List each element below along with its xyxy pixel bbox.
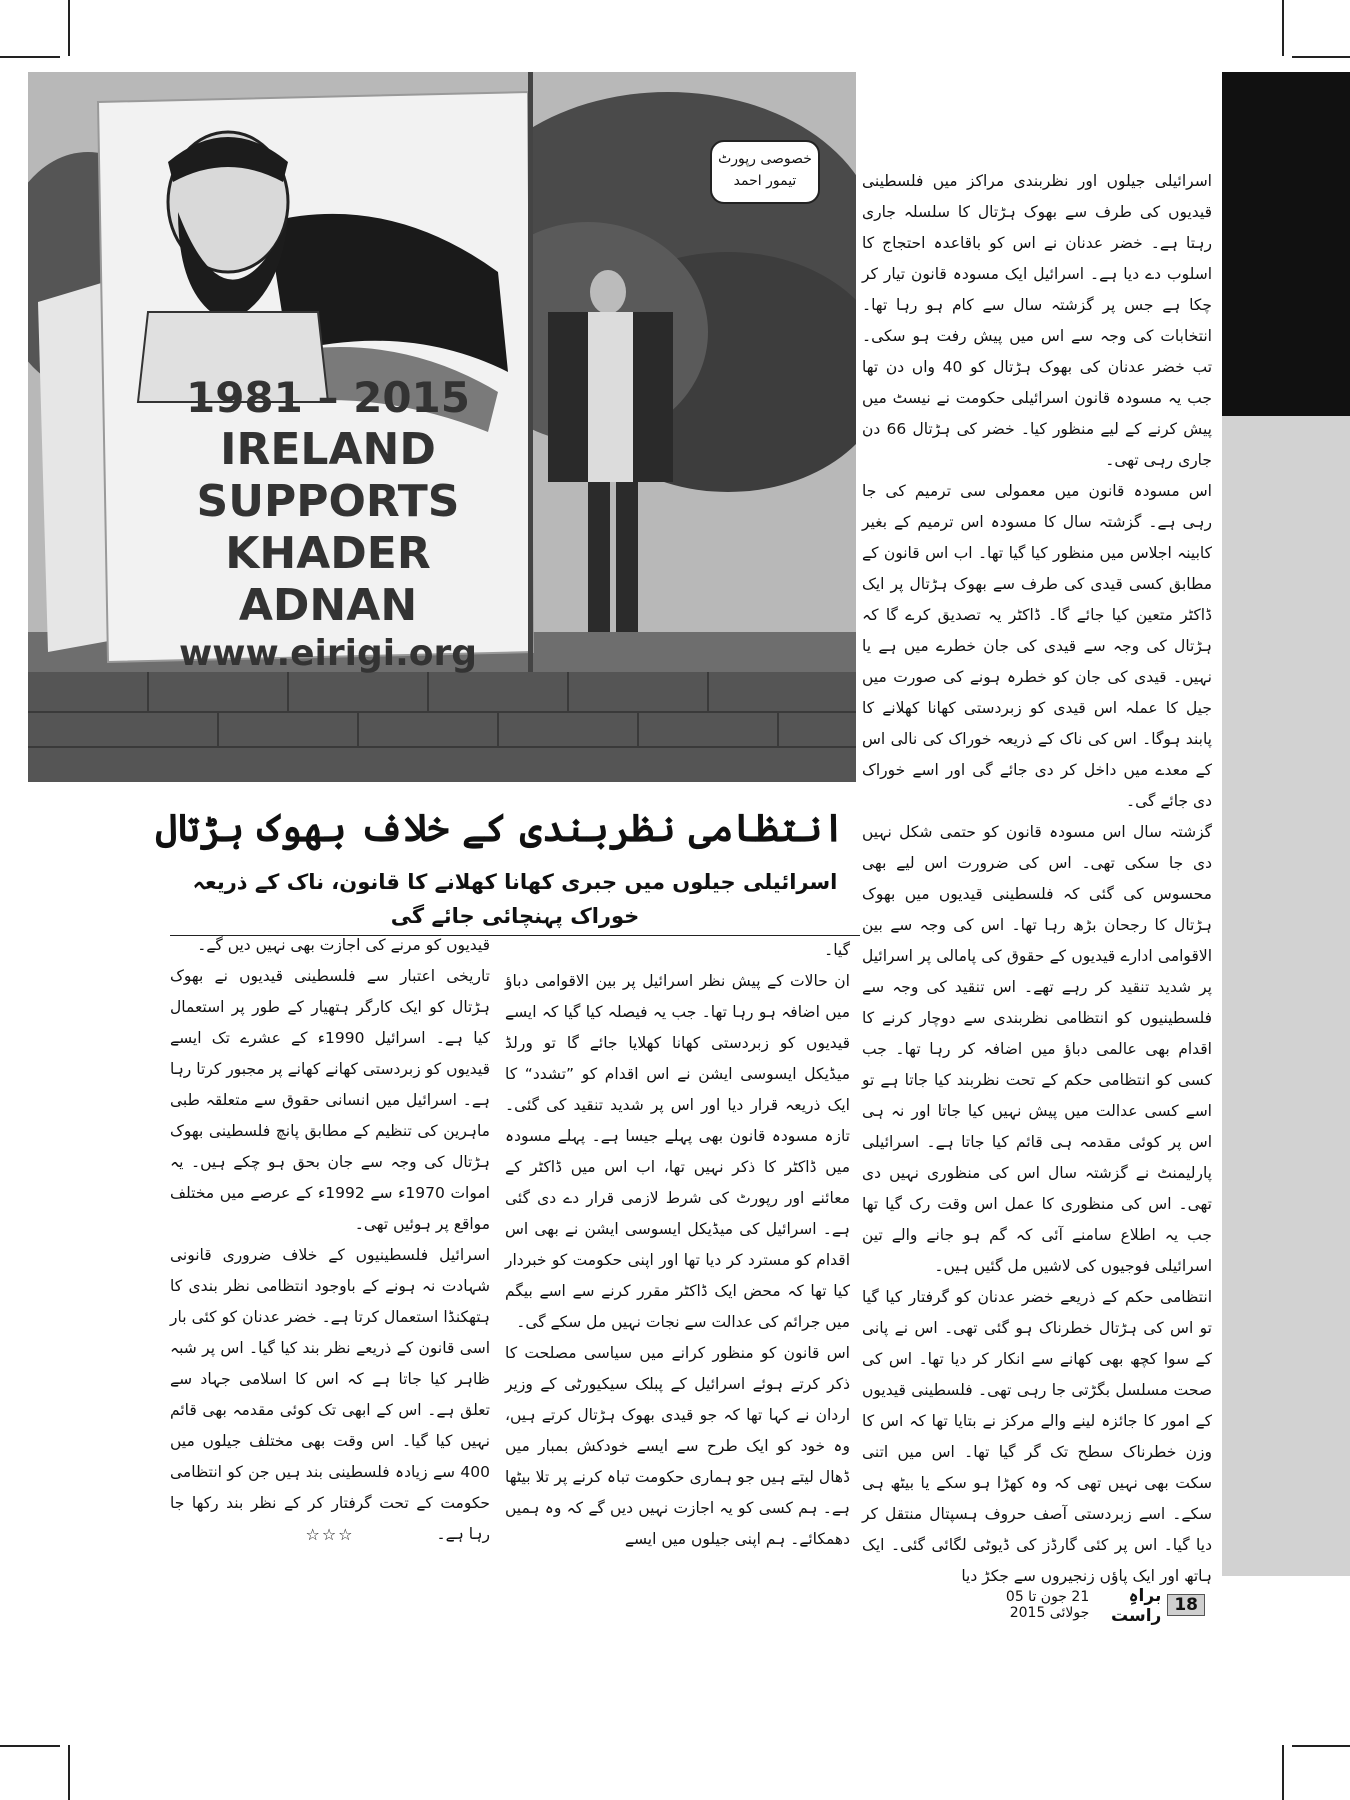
paragraph: اس مسودہ قانون میں معمولی سی ترمیم کی جا رہی ہے۔ گزشتہ سال کا مسودہ اس ترمیم کے بغیر کابینہ اجلاس میں منظور کیا گیا تھا۔ اب اس قانون کے مطابق کسی قیدی کی طرف سے بھوک ہڑتال پر ایک ڈاکٹر متعین کیا جائے گا۔ ڈاکٹر یہ تصدیق کرے گا کہ ہڑتال کی وجہ سے قیدی کی جان خطرے میں ہے یا نہیں۔ قیدی کی جان کو خطرہ ہونے کی صورت میں جیل کا عملہ اس قیدی کو زبردستی کھانا کھلانے کا پابند ہوگا۔ اس کی ناک کے ذریعہ خوراک کی نالی اس کے معدے میں داخل کر دی جائے گی اور اسے خوراک دی جائے گی۔ [862, 482, 1212, 810]
paragraph: تاریخی اعتبار سے فلسطینی قیدیوں نے بھوک ہڑتال کو ایک کارگر ہتھیار کے طور پر استعمال کیا ہے۔ اسرائیل 1990ء کے عشرے تک ایسے قیدیوں کو زبردستی کھانے کھانے پر مجبور کرتا رہا ہے۔ اسرائیل میں انسانی حقوق سے متعلقہ طبی ماہرین کی تنظیم کے مطابق پانچ فلسطینی بھوک ہڑتال کی وجہ سے جان بحق ہو چکے ہیں۔ یہ اموات 1970ء سے 1992ء کے عرصے میں مختلف مواقع پر ہوئیں تھی۔ [170, 967, 490, 1233]
paragraph: اس قانون کو منظور کرانے میں سیاسی مصلحت کا ذکر کرتے ہوئے اسرائیل کے پبلک سیکیورٹی کے وزیر اردان نے کہا تھا کہ جو قیدی بھوک ہڑتال کرتے ہیں، وہ خود کو ایک طرح سے ایسے خودکش بمبار میں ڈھال لیتے ہیں جو ہماری حکومت تباہ کرنے پر تلا بیٹھا ہے۔ ہم کسی کو یہ اجازت نہیں دیں گے کہ وہ ہمیں دھمکائے۔ ہم اپنی جیلوں میں ایسے [505, 1344, 850, 1548]
banner-text [128, 372, 528, 676]
crop-mark [1282, 1745, 1284, 1800]
paragraph: اسرائیلی جیلوں اور نظربندی مراکز میں فلسطینی قیدیوں کی طرف سے بھوک ہڑتال کا سلسلہ جاری رہتا ہے۔ خضر عدنان نے اس کو باقاعدہ احتجاج کا اسلوب دے دیا ہے۔ اسرائیل ایک مسودہ قانون تیار کر چکا ہے جس پر گزشتہ سال سے کام ہو رہا تھا۔ انتخابات کی وجہ سے اس میں پیش رفت ہو سکی۔ تب خضر عدنان کی بھوک ہڑتال کو 40 واں دن تھا جب یہ مسودہ قانون اسرائیلی حکومت نے نیسٹ میں پیش کرنے کے لیے منظور کیا۔ خضر کی ہڑتال 66 دن جاری رہی تھی۔ [862, 172, 1213, 469]
article-column-left [170, 930, 490, 1550]
headline: انتظامی نظربندی کے خلاف بھوک ہڑتال [155, 805, 845, 850]
banner-line1: IRELAND [220, 424, 436, 475]
banner-line2: SUPPORTS [196, 476, 460, 527]
crop-mark [1292, 56, 1350, 58]
banner-line4: ADNAN [238, 580, 418, 631]
article-column-middle [505, 935, 850, 1555]
end-mark: ☆☆☆ [305, 1525, 355, 1544]
subheadline: اسرائیلی جیلوں میں جبری کھانا کھلانے کا قانون، ناک کے ذریعہ خوراک پہنچائی جائے گی [170, 865, 860, 936]
crop-mark [68, 0, 70, 56]
crop-mark [1282, 0, 1284, 56]
crop-mark [0, 1745, 60, 1747]
paragraph: ان حالات کے پیش نظر اسرائیل پر بین الاقوامی دباؤ میں اضافہ ہو رہا تھا۔ جب یہ فیصلہ کیا گیا کہ ایسے قیدیوں کو زبردستی کھانا کھلایا جائے گا تو ورلڈ میڈیکل ایسوسی ایشن نے اس اقدام کو ”تشدد“ کا ایک ذریعہ قرار دیا اور اس پر شدید تنقید کی گئی۔ تازہ مسودہ قانون بھی پہلے جیسا ہے۔ پہلے مسودہ میں ڈاکٹر کا ذکر نہیں تھا، اب اس میں ڈاکٹر کے معائنے اور رپورٹ کی شرط لازمی قرار دے دی گئی ہے۔ اسرائیل کی میڈیکل ایسوسی ایشن نے بھی اس اقدام کو مسترد کر دیا تھا اور اپنی حکومت کو خبردار کیا تھا کہ محض ایک ڈاکٹر مقرر کرنے سے اسے بیگم میں جرائم کی عدالت سے نجات نہیں مل سکے گی۔ [505, 972, 850, 1331]
byline-label: خصوصی رپورٹ [718, 151, 812, 167]
paragraph: انتظامی حکم کے ذریعے خضر عدنان کو گرفتار کیا گیا تو اس کی ہڑتال خطرناک ہو گئی تھی۔ اس نے پانی کے سوا کچھ بھی کھانے سے انکار کر دیا تھا۔ اس کی صحت مسلسل بگڑتی جا رہی تھی۔ فلسطینی قیدیوں کے امور کا جائزہ لینے والے مرکز نے بتایا تھا کہ اس کا وزن خطرناک سطح تک گر گیا تھا۔ اس میں اتنی سکت بھی نہیں تھی کہ وہ کھڑا ہو سکے یا بیٹھ ہی سکے۔ اسے زبردستی آصف حروف ہسپتال منتقل کر دیا گیا۔ اس پر کئی گارڈز کی ڈیوٹی لگائی گئی۔ ایک ہاتھ اور ایک پاؤں زنجیروں سے جکڑ دیا [862, 1288, 1212, 1585]
magazine-title: براہِ راست [1111, 1585, 1162, 1626]
banner-line3: KHADER [225, 528, 431, 579]
paragraph: قیدیوں کو مرنے کی اجازت بھی نہیں دیں گے۔ [197, 936, 490, 954]
issue-date: 21 جون تا 05 جولائی 2015 [1005, 1589, 1090, 1621]
crop-mark [1292, 1745, 1350, 1747]
paragraph: گزشتہ سال اس مسودہ قانون کو حتمی شکل نہیں دی جا سکی تھی۔ اس کی ضرورت اس لیے بھی محسوس کی گئی کہ فلسطینی قیدیوں میں بھوک ہڑتال کا رجحان بڑھ رہا تھا۔ اس کی وجہ سے بین الاقوامی ادارے قیدیوں کے حقوق کی پامالی پر اسرائیل پر شدید تنقید کر رہے تھے۔ اس تنقید کی وجہ سے فلسطینیوں کو انتظامی نظربندی سے دوچار کرنے کا اقدام بھی عالمی دباؤ میں اضافہ کر رہا تھا۔ جب کسی کو انتظامی حکم کے تحت نظربند کیا جاتا ہے تو اسے کسی عدالت میں پیش نہیں کیا جاتا اور نہ ہی اس پر کوئی مقدمہ ہی قائم کیا جاتا ہے۔ اسرائیلی پارلیمنٹ نے گزشتہ سال اس کی منظوری نہیں دی تھی۔ اس کی منظوری کا عمل اس وقت رک گیا تھا جب یہ اطلاع سامنے آئی کہ گم ہو جانے والے تین اسرائیلی فوجیوں کی لاشیں مل گئیں ہیں۔ [862, 823, 1212, 1275]
section-tab [1222, 72, 1350, 416]
banner-url: www.eirigi.org [178, 633, 478, 674]
byline-author: تیمور احمد [733, 173, 797, 189]
paragraph: اسرائیل فلسطینیوں کے خلاف ضروری قانونی شہادت نہ ہونے کے باوجود انتظامی نظر بندی کا ہتھکنڈا استعمال کرتا ہے۔ خضر عدنان کو کئی بار اسی قانون کے ذریعے نظر بند کیا گیا۔ اس پر شبہ ظاہر کیا جاتا ہے کہ اس کا اسلامی جہاد سے تعلق ہے۔ اس کے ابھی تک کوئی مقدمہ بھی قائم نہیں کیا گیا۔ اس وقت بھی مختلف جیلوں میں 400 سے زیادہ فلسطینی بند ہیں جن کو انتظامی حکومت کے تحت گرفتار کر کے نظر بند رکھا جا رہا ہے۔ [170, 1246, 490, 1543]
article-column-right [862, 166, 1213, 1585]
crop-mark [68, 1745, 70, 1800]
banner-years: 1981 – 2015 [185, 373, 471, 422]
crop-mark [0, 56, 60, 58]
page-number: 18 [1167, 1594, 1205, 1616]
margin-band [1222, 416, 1350, 1576]
page-footer [965, 1585, 1205, 1626]
byline-box [710, 140, 820, 204]
paragraph: گیا۔ [824, 941, 850, 959]
